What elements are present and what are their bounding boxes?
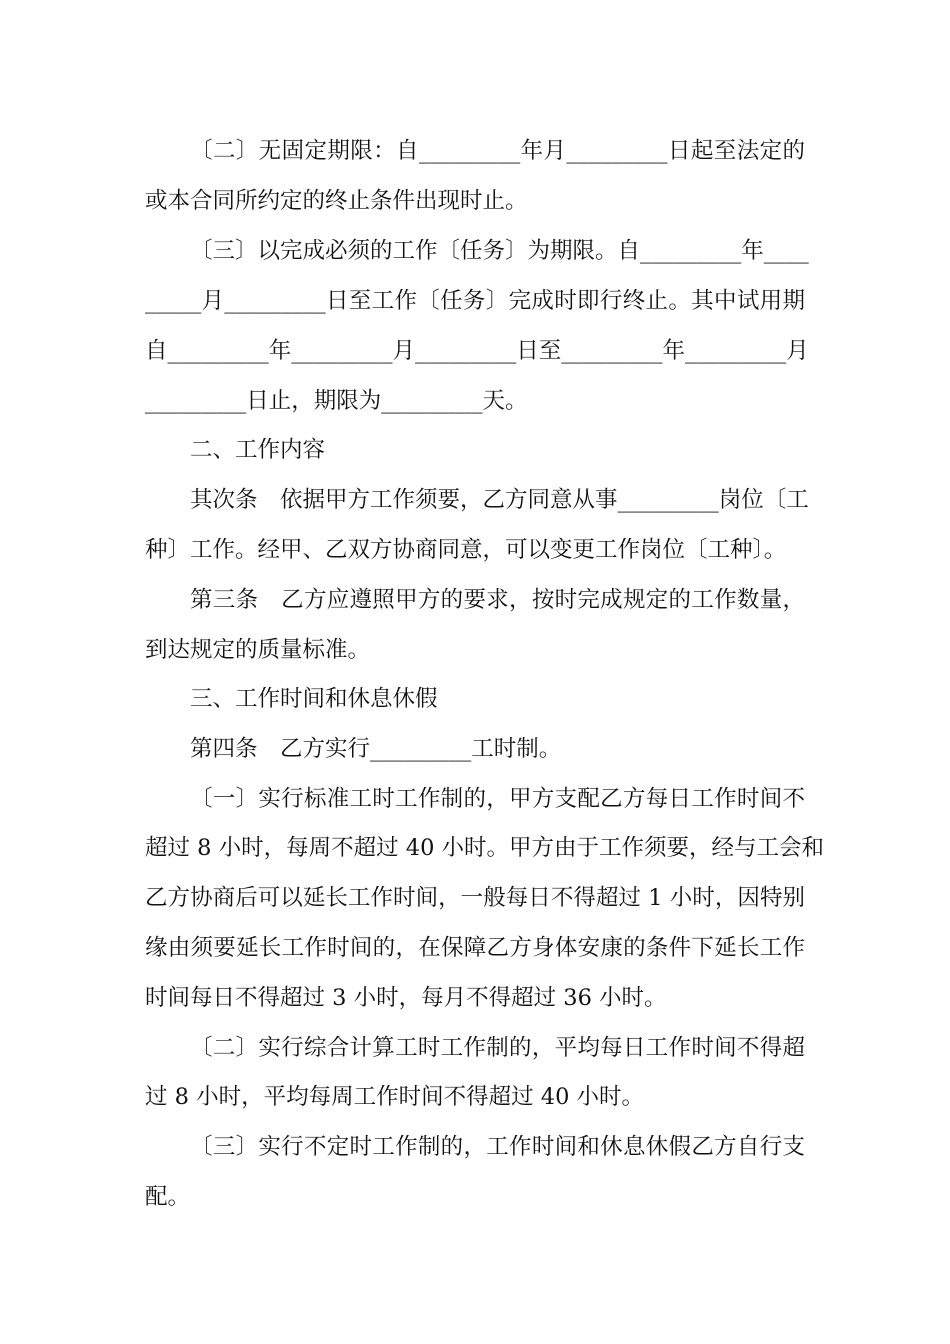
clause-line: _____月_________日至工作〔任务〕完成时即行终止。其中试用期 [145, 288, 805, 314]
clause-line: 乙方协商后可以延长工作时间，一般每日不得超过 1 小时，因特别 [145, 885, 805, 911]
clause-line: 自_________年_________月_________日至_________年_________月 [145, 338, 809, 364]
clause-line: 缘由须要延长工作时间的，在保障乙方身体安康的条件下延长工作 [145, 935, 805, 961]
clause-line: 过 8 小时，平均每周工作时间不得超过 40 小时。 [145, 1084, 645, 1110]
clause-line: 〔二〕无固定期限：自_________年月_________日起至法定的 [190, 138, 805, 164]
clause-line: 〔二〕实行综合计算工时工作制的，平均每日工作时间不得超 [190, 1035, 805, 1061]
clause-line: 到达规定的质量标准。 [145, 637, 371, 663]
clause-line: 超过 8 小时，每周不超过 40 小时。甲方由于工作须要，经与工会和 [145, 835, 825, 861]
clause-line: 〔一〕实行标准工时工作制的，甲方支配乙方每日工作时间不 [190, 786, 805, 812]
clause-line: _________日止，期限为_________天。 [145, 388, 528, 414]
clause-line: 或本合同所约定的终止条件出现时止。 [145, 188, 528, 214]
clause-line: 时间每日不得超过 3 小时，每月不得超过 36 小时。 [145, 985, 667, 1011]
clause-line: 配。 [145, 1184, 191, 1210]
clause-line: 〔三〕实行不定时工作制的，工作时间和休息休假乙方自行支 [190, 1134, 805, 1160]
clause-line: 种〕工作。经甲、乙双方协商同意，可以变更工作岗位〔工种〕。 [145, 537, 787, 563]
clause-line: 〔三〕以完成必须的工作〔任务〕为期限。自_________年____ [190, 238, 809, 264]
section-heading: 三、工作时间和休息休假 [190, 686, 438, 712]
clause-line: 其次条 依据甲方工作须要，乙方同意从事_________岗位〔工 [190, 487, 809, 513]
section-heading: 二、工作内容 [190, 437, 326, 463]
clause-line: 第四条 乙方实行_________工时制。 [190, 736, 562, 762]
clause-line: 第三条 乙方应遵照甲方的要求，按时完成规定的工作数量， [190, 587, 805, 613]
